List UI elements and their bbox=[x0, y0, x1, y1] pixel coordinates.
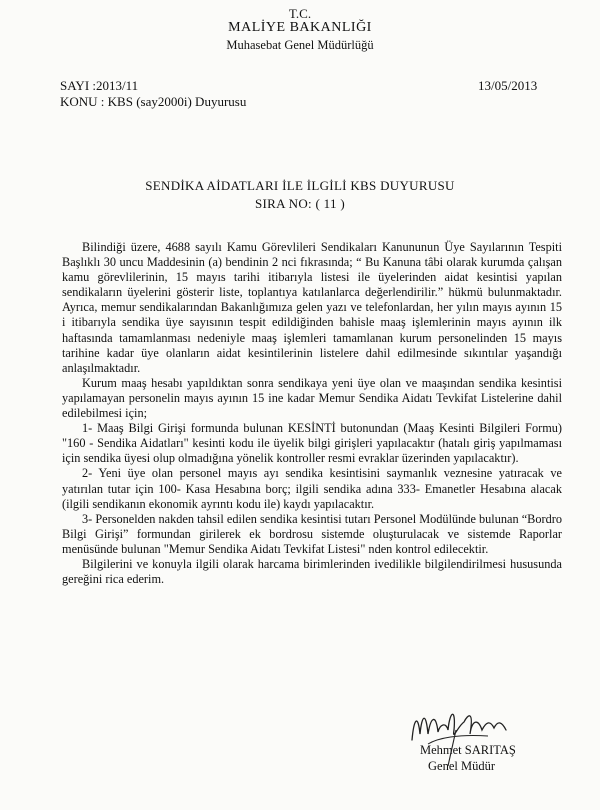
paragraph-step-1: 1- Maaş Bilgi Girişi formunda bulunan KESİNTİ butonundan (Maaş Kesinti Bilgileri Formu) "160 - Sendika Aidatları" kesinti kodu ile üyelik bilgi girişleri yapılacaktır (hatalı giriş yapılmaması için sendika üyesi olup olmadığına yönelik kontroller resmi evraklar üzerinden yapılacaktır). bbox=[62, 421, 562, 466]
paragraph-closing: Bilgilerini ve konuyla ilgili olarak harcama birimlerinden ivedilikle bilgilendirilmesi hususunda gereğini rica ederim. bbox=[62, 556, 562, 587]
announcement-title: SENDİKA AİDATLARI İLE İLGİLİ KBS DUYURUSU bbox=[145, 178, 455, 193]
document-body bbox=[62, 240, 562, 587]
document-date: 13/05/2013 bbox=[478, 78, 538, 93]
paragraph-step-2: 2- Yeni üye olan personel mayıs ayı sendika kesintisini saymanlık veznesine yatıracak ve yatırılan tutar için 100- Kasa Hesabına borç; ilgili sendika adına 333- Emanetler Hesabına alacak (ilgili sendikanın ekonomik ayrıntı kodu ile) kaydı yapılacaktır. bbox=[62, 466, 562, 511]
header-directorate: Muhasebat Genel Müdürlüğü bbox=[226, 38, 374, 52]
header-ministry: MALİYE BAKANLIĞI bbox=[228, 20, 372, 35]
paragraph-intro: Bilindiği üzere, 4688 sayılı Kamu Görevlileri Sendikaları Kanununun Üye Sayılarının Tespiti Başlıklı 30 uncu Maddesinin (a) bendinin 2 nci fıkrasında; “ Bu Kanuna tâbi olarak kurumda çalışan kamu görevlilerinin, 15 mayıs tarihi itibarıyla listesi ile üyelerinden aidat kesintisi yapılan sendikaların üyelerini gösterir liste, toplantıya katılanlarca değerlendirilir.” hükmü bulunmaktadır. Ayrıca, memur sendikalarından Bakanlığımıza gelen yazı ve telefonlardan, her yılın mayıs ayının 15 i itibarıyla sendika üye sayısının tespit edildiğinden bahisle maaş işlemlerinin mayıs ayının ilk haftasında tamamlanması nedeniyle maaş işlemleri tamamlanan kurum personelinden 15 mayıs tarihine kadar üye olanların aidat kesintilerinin listelere dahil edilmesinde sıkıntılar yaşandığı anlaşılmaktadır. bbox=[62, 240, 562, 375]
paragraph-context: Kurum maaş hesabı yapıldıktan sonra sendikaya yeni üye olan ve maaşından sendika kesintisi yapılamayan personelin mayıs ayının 15 ine kadar Memur Sendika Aidatı Tevkifat Listelerine dahil edilebilmesi için; bbox=[62, 375, 562, 421]
document-subject: KONU : KBS (say2000i) Duyurusu bbox=[60, 94, 247, 109]
announcement-sequence: SIRA NO: ( 11 ) bbox=[255, 196, 345, 211]
paragraph-step-3: 3- Personelden nakden tahsil edilen sendika kesintisi tutarı Personel Modülünde bulunan “Bordro Bilgi Girişi” formundan girilerek ek bordrosu sistemde oluşturulacak ve sistemde Raporlar menüsünde bulunan "Memur Sendika Aidatı Tevkifat Listesi" nden kontrol edilecektir. bbox=[62, 511, 562, 556]
header-tc: T.C. bbox=[288, 6, 312, 21]
signatory-title: Genel Müdür bbox=[428, 759, 495, 773]
document-number: SAYI :2013/11 bbox=[60, 78, 139, 93]
signatory-name: Mehmet SARITAŞ bbox=[420, 743, 516, 757]
